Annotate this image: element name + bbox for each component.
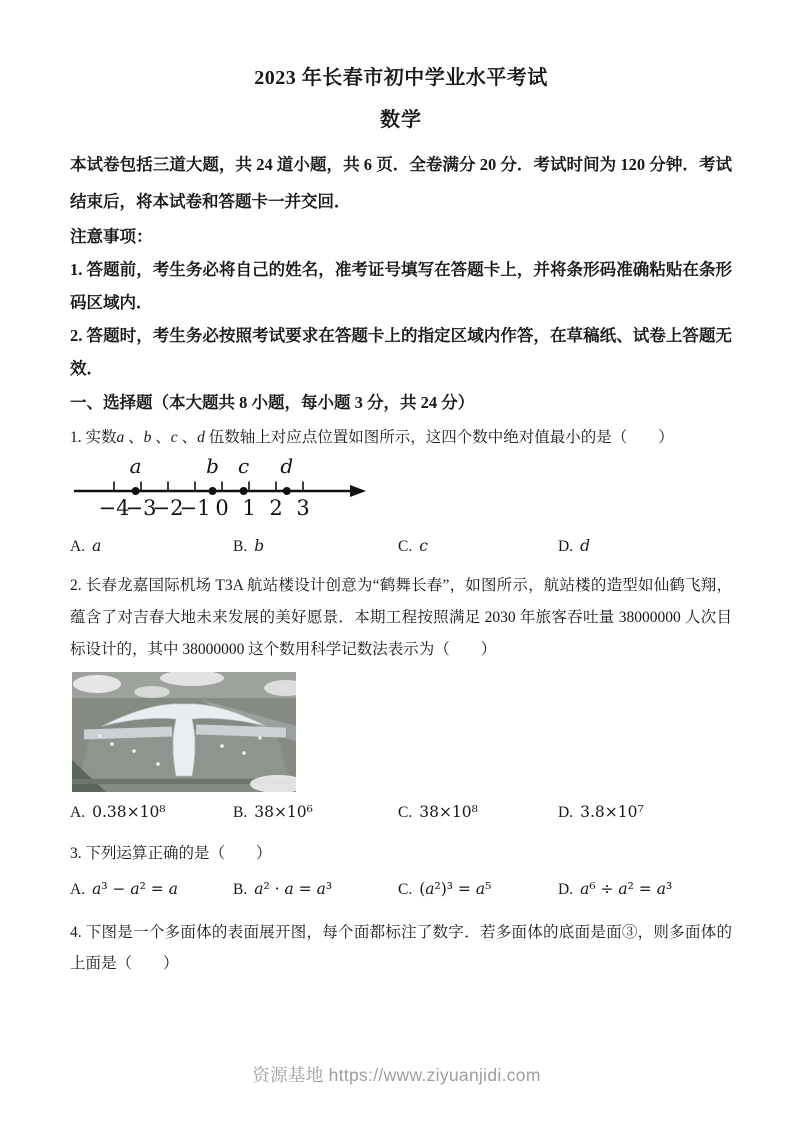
option-label: D.	[558, 804, 574, 821]
airport-photo-illustration	[72, 672, 296, 792]
option-label: C.	[398, 881, 413, 898]
option-label: C.	[398, 538, 413, 555]
question-2-options	[70, 797, 732, 828]
notice-title: 注意事项：	[70, 227, 153, 246]
question-3-text: 3. 下列运算正确的是（ ）	[70, 845, 272, 862]
q3-option-c	[398, 874, 558, 905]
option-label: A.	[70, 538, 86, 555]
svg-text:0: 0	[215, 496, 229, 520]
svg-text:−2: −2	[152, 496, 184, 520]
svg-text:c: c	[237, 457, 250, 478]
option-label: D.	[558, 538, 574, 555]
svg-text:−4: −4	[98, 496, 130, 520]
option-label: C.	[398, 804, 413, 821]
option-label: A.	[70, 881, 86, 898]
option-value: 38×10⁸	[419, 803, 478, 821]
q2-option-b	[233, 797, 398, 828]
page-title: 2023 年长春市初中学业水平考试	[254, 67, 548, 89]
q3-option-b	[233, 874, 398, 905]
option-value: c	[419, 537, 428, 555]
notice-item-1: 1. 答题前，考生务必将自己的姓名，准考证号填写在答题卡上，并将条形码准确粘贴在条形码区域内．	[70, 260, 732, 312]
svg-text:b: b	[206, 457, 219, 478]
option-label: B.	[233, 538, 248, 555]
question-3-options	[70, 874, 732, 905]
option-label: D.	[558, 881, 574, 898]
option-value: a⁶ ÷ a² = a³	[580, 880, 673, 898]
option-label: B.	[233, 804, 248, 821]
option-label: B.	[233, 881, 248, 898]
svg-text:1: 1	[242, 496, 256, 520]
q1-option-d	[558, 531, 732, 562]
question-1-text: 1. 实数a 、b 、c 、d 伍数轴上对应点位置如图所示，这四个数中绝对值最小的是（ ）	[70, 429, 674, 446]
svg-text:2: 2	[269, 496, 283, 520]
svg-text:a: a	[129, 457, 142, 478]
question-1-options	[70, 531, 732, 562]
option-label: A.	[70, 804, 86, 821]
page-subtitle: 数学	[380, 109, 422, 131]
airport-photo	[72, 672, 732, 792]
svg-text:d: d	[280, 457, 294, 478]
option-value: (a²)³ = a⁵	[419, 880, 492, 898]
option-value: d	[580, 537, 591, 555]
q2-option-c	[398, 797, 558, 828]
notice-item-2: 2. 答题时，考生务必按照考试要求在答题卡上的指定区域内作答，在草稿纸、试卷上答题无效．	[70, 326, 732, 378]
number-line-figure	[70, 457, 732, 526]
question-2-text: 2. 长春龙嘉国际机场 T3A 航站楼设计创意为“鹤舞长春”，如图所示，航站楼的造型如仙鹤飞翔，蕴含了对吉春大地未来发展的美好愿景．本期工程按照满足 2030 年旅客吞吐量 38000000 人次目标设计的，其中 38000000 这个数用科学记数法表示为（ ）	[70, 577, 732, 658]
q2-option-d	[558, 797, 732, 828]
svg-text:−1: −1	[179, 496, 211, 520]
svg-text:3: 3	[296, 496, 310, 520]
q1-option-c	[398, 531, 558, 562]
option-value: 0.38×10⁸	[92, 803, 166, 821]
option-value: a	[92, 537, 102, 555]
section-1-heading: 一、选择题（本大题共 8 小题，每小题 3 分，共 24 分）	[70, 393, 475, 412]
q1-option-b	[233, 531, 398, 562]
option-value: 38×10⁶	[254, 803, 313, 821]
watermark-footer: 资源基地 https://www.ziyuanjidi.com	[252, 1065, 541, 1085]
q1-option-a	[70, 531, 233, 562]
option-value: a² · a = a³	[254, 880, 333, 898]
svg-text:−3: −3	[125, 496, 157, 520]
q3-option-d	[558, 874, 732, 905]
q2-option-a	[70, 797, 233, 828]
option-value: b	[254, 537, 265, 555]
option-value: a³ − a² = a	[92, 880, 178, 898]
option-value: 3.8×10⁷	[580, 803, 644, 821]
q3-option-a	[70, 874, 233, 905]
exam-intro-paragraph: 本试卷包括三道大题，共 24 道小题，共 6 页．全卷满分 20 分．考试时间为 120 分钟．考试结束后，将本试卷和答题卡一并交回．	[70, 155, 732, 211]
question-4-text: 4. 下图是一个多面体的表面展开图，每个面都标注了数字．若多面体的底面是面③，则多面体的上面是（ ）	[70, 924, 732, 972]
